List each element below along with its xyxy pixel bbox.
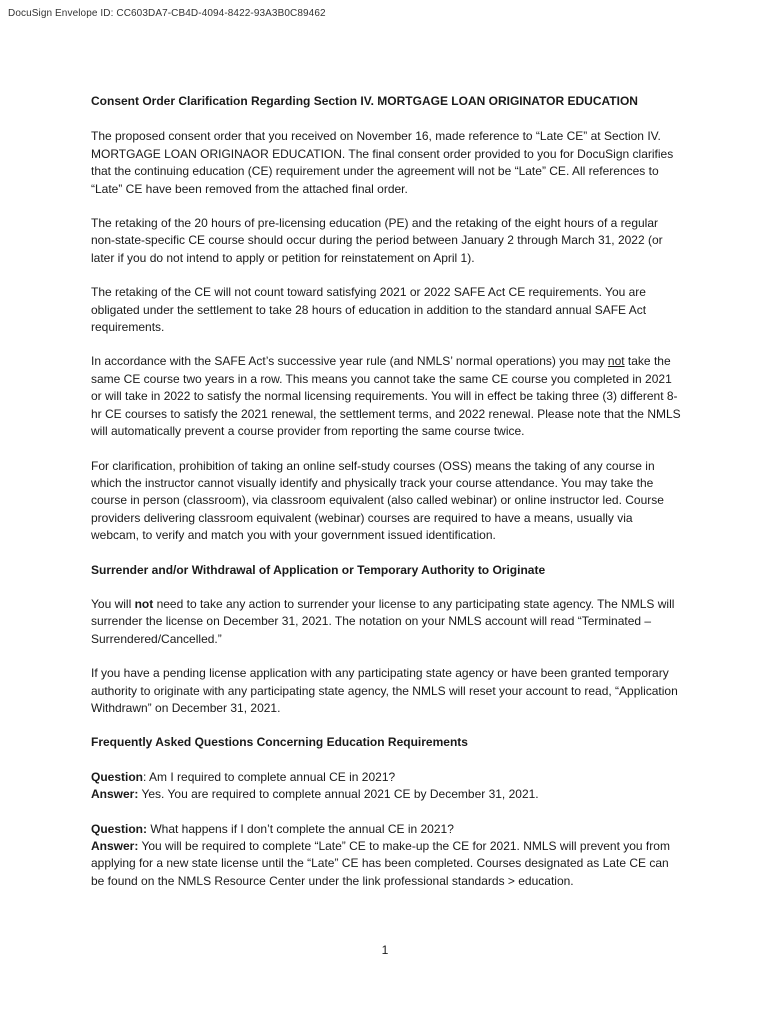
- page-number: 1: [381, 943, 389, 957]
- answer-label: Answer:: [91, 787, 139, 802]
- faq-item-incomplete-ce: [91, 821, 681, 891]
- paragraph-late-ce-reference: The proposed consent order that you received on November 16, made reference to “Late CE” at Section IV. MORTGAGE LOAN ORIGINAOR EDUCATION. The final consent order provided to you for DocuSign clarifies that the continuing education (CE) requirement under the agreement will not be “Late” CE. All references to “Late” CE have been removed from the attached final order.: [91, 129, 674, 196]
- document-body: [91, 93, 681, 907]
- underlined-not: not: [607, 354, 625, 369]
- paragraph-ce-not-counted: The retaking of the CE will not count toward satisfying 2021 or 2022 SAFE Act CE requirements. You are obligated under the settlement to take 28 hours of education in addition to the standard annual SAFE Act requirements.: [91, 285, 647, 335]
- surrender-text-end: need to take any action to surrender your license to any participating state agency. The NMLS will surrender the license on December 31, 2021. The notation on your NMLS account will read “Terminated – Surrendered/Cancelled.”: [91, 596, 675, 646]
- document-title: Consent Order Clarification Regarding Section IV. MORTGAGE LOAN ORIGINATOR EDUCATION: [91, 94, 638, 108]
- surrender-text-start: You will: [91, 596, 135, 611]
- docusign-envelope-id: DocuSign Envelope ID: CC603DA7-CB4D-4094-8422-93A3B0C89462: [8, 8, 326, 19]
- paragraph-surrender-license: [91, 596, 681, 648]
- successive-year-text-end: take the same CE course two years in a row. This means you cannot take the same CE course you completed in 2021 or will take in 2022 to satisfy the normal licensing requirements. You will in effect be taking three (3) different 8-hr CE courses to satisfy the 2021 renewal, the settlement terms, and 2022 renewal. Please note that the NMLS will automatically prevent a course provider from reporting the same course twice.: [91, 354, 681, 439]
- answer-label: Answer:: [91, 839, 139, 853]
- paragraph-successive-year-rule: [91, 353, 681, 440]
- answer-text: Yes. You are required to complete annual 2021 CE by December 31, 2021.: [138, 787, 539, 802]
- question-label: Question: [91, 769, 144, 784]
- bold-not: not: [134, 596, 154, 611]
- answer-text: You will be required to complete “Late” CE to make-up the CE for 2021. NMLS will prevent you from applying for a new state license until the “Late” CE has been completed. Courses designated as Late CE can be found on the NMLS Resource Center under the link professional standards > education.: [91, 839, 670, 888]
- paragraph-oss-clarification: For clarification, prohibition of taking an online self-study courses (OSS) means the taking of any course in which the instructor cannot visually identify and physically track your course attendance. You may take the course in person (classroom), via classroom equivalent (also called webinar) or online instructor led. Course providers delivering classroom equivalent (webinar) courses are required to have a means, usually via webcam, to verify and match you with your government issued identification.: [91, 458, 664, 543]
- faq-item-annual-ce: [91, 769, 681, 804]
- paragraph-pending-application: If you have a pending license application with any participating state agency or have been granted temporary authority to originate with any participating state agency, the NMLS will reset your account to read, “Application Withdrawn” on December 31, 2021.: [91, 666, 678, 715]
- question-text: : Am I required to complete annual CE in 2021?: [143, 769, 396, 784]
- question-label: Question:: [91, 821, 147, 836]
- successive-year-text-start: In accordance with the SAFE Act’s successive year rule (and NMLS’ normal operations) you may: [91, 354, 608, 369]
- paragraph-retaking-period: The retaking of the 20 hours of pre-licensing education (PE) and the retaking of the eight hours of a regular non-state-specific CE course should occur during the period between January 2 through March 31, 2022 (or later if you do not intend to apply or petition for reinstatement on April 1).: [91, 216, 663, 265]
- question-text: What happens if I don’t complete the annual CE in 2021?: [147, 821, 454, 836]
- heading-surrender-withdrawal: Surrender and/or Withdrawal of Application or Temporary Authority to Originate: [91, 562, 546, 577]
- heading-faq: Frequently Asked Questions Concerning Education Requirements: [91, 735, 468, 750]
